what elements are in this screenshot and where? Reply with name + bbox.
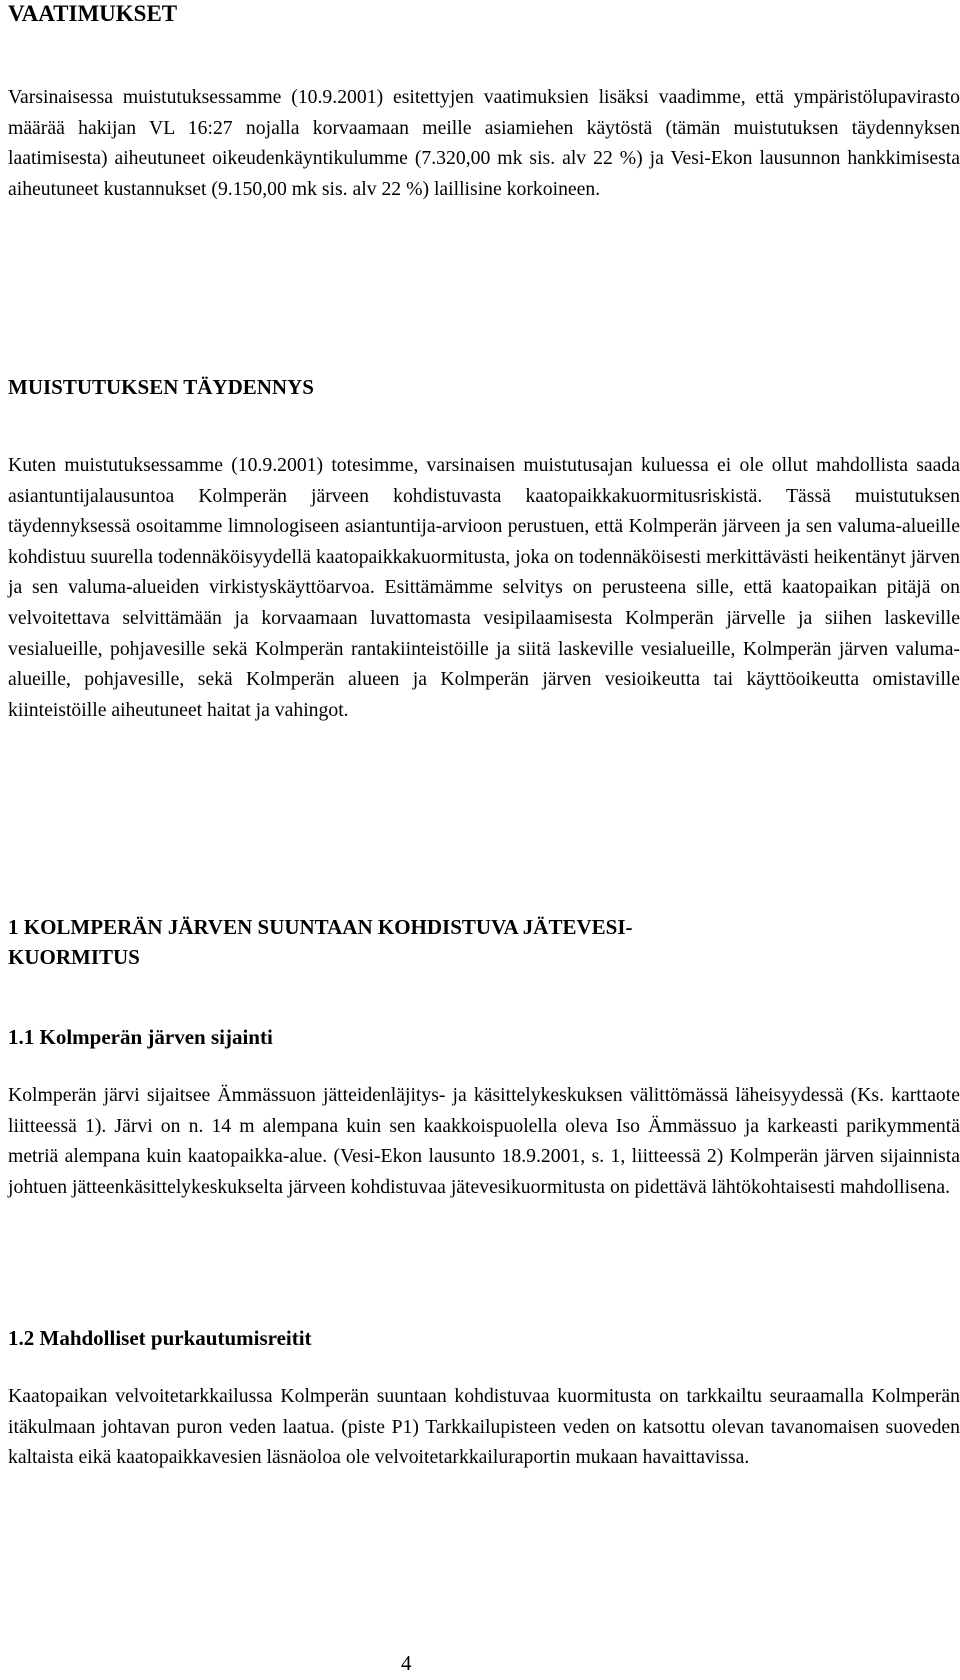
document-page — [8, 0, 960, 1680]
heading-section-1 — [8, 912, 632, 972]
heading-section-1-2: 1.2 Mahdolliset purkautumisreitit — [8, 1326, 312, 1350]
page-number: 4 — [401, 1651, 412, 1675]
paragraph-taydennys: Kuten muistutuksessamme (10.9.2001) totesimme, varsinaisen muistutusajan kuluessa ei ole ollut mahdollista saada asiantuntijalausuntoa Kolmperän järveen kohdistuvasta kaatopaikkakuormitusriskistä. Tässä muistutuksen täydennyksessä osoitamme limnologiseen asiantuntija-arvioon perustuen, että Kolmperän järveen ja sen valuma-alueille kohdistuu suurella todennäköisyydellä kaatopaikkakuormitusta, joka on todennäköisesti merkittävästi heikentänyt järven ja sen valuma-alueiden virkistyskäyttöarvoa. Esittämämme selvitys on perusteena sille, että kaatopaikan pitäjä on velvoitettava selvittämään ja korvaamaan luvattomasta vesipilaamisesta Kolmperän järvelle ja siihen laskeville vesialueille, pohjavesille sekä Kolmperän rantakiinteistöille ja siitä laskeville vesialueille, Kolmperän järven valuma-alueille, pohjavesille, sekä Kolmperän alueen ja Kolmperän järven vesioikeutta tai käyttöoikeutta omistaville kiinteistöille aiheutuneet haitat ja vahingot. — [8, 454, 960, 721]
paragraph-vaatimukset: Varsinaisessa muistutuksessamme (10.9.2001) esitettyjen vaatimuksien lisäksi vaadimme, että ympäristölupavirasto määrää hakijan VL 16:27 nojalla korvaamaan meille asiamiehen käytöstä (tämän muistutuksen täydennyksen laatimisesta) aiheutuneet oikeudenkäyntikulumme (7.320,00 mk sis. alv 22 %) ja Vesi-Ekon lausunnon hankkimisesta aiheutuneet kustannukset (9.150,00 mk sis. alv 22 %) laillisine korkoineen. — [8, 86, 960, 200]
paragraph-section-1-1: Kolmperän järvi sijaitsee Ämmässuon jätteidenläjitys- ja käsittelykeskuksen välittömässä läheisyydessä (Ks. karttaote liitteessä 1). Järvi on n. 14 m alempana kuin sen kaakkoispuolella oleva Iso Ämmässuo ja karkeasti parikymmentä metriä alempana kuin kaatopaikka-alue. (Vesi-Ekon lausunto 18.9.2001, s. 1, liitteessä 2) Kolmperän järven sijainnista johtuen jätteenkäsittelykeskukselta järveen kohdistuvaa jätevesikuormitusta on pidettävä lähtökohtaisesti mahdollisena. — [8, 1084, 960, 1198]
heading-section-1-1: 1.1 Kolmperän järven sijainti — [8, 1025, 273, 1049]
heading-vaatimukset: VAATIMUKSET — [8, 1, 178, 26]
heading-section-1-line-2: KUORMITUS — [8, 945, 140, 969]
heading-muistutuksen-taydennys: MUISTUTUKSEN TÄYDENNYS — [8, 375, 314, 399]
heading-section-1-line-1: 1 KOLMPERÄN JÄRVEN SUUNTAAN KOHDISTUVA JÄTEVESI- — [8, 915, 633, 939]
paragraph-section-1-2: Kaatopaikan velvoitetarkkailussa Kolmperän suuntaan kohdistuvaa kuormitusta on tarkkailtu seuraamalla Kolmperän itäkulmaan johtavan puron veden laatua. (piste P1) Tarkkailupisteen veden on katsottu olevan tavanomaisen suoveden kaltaista eikä kaatopaikkavesien läsnäoloa ole velvoitetarkkailuraportin mukaan havaittavissa. — [8, 1385, 960, 1469]
